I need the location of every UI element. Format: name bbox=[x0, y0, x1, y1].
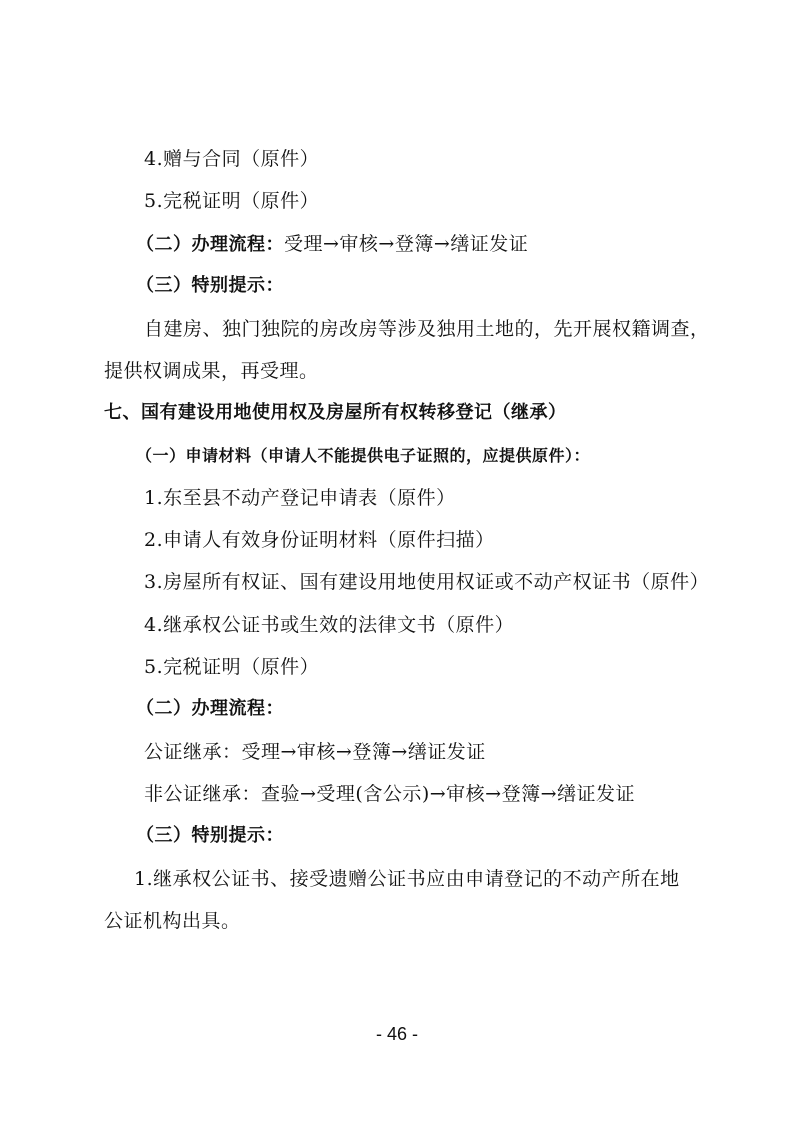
list-item: 4.继承权公证书或生效的法律文书（原件） bbox=[144, 614, 515, 636]
subheading: （三）特别提示： bbox=[136, 275, 284, 296]
list-item: 5.完税证明（原件） bbox=[144, 656, 320, 678]
list-item: 2.申请人有效身份证明材料（原件扫描） bbox=[144, 529, 495, 551]
subheading: （二）办理流程： bbox=[136, 698, 284, 719]
process-line: 公证继承：受理→审核→登簿→缮证发证 bbox=[144, 741, 486, 763]
list-item: 3.房屋所有权证、国有建设用地使用权证或不动产权证书（原件） bbox=[144, 571, 710, 593]
list-item: 1.东至县不动产登记申请表（原件） bbox=[144, 487, 456, 509]
subheading: （三）特别提示： bbox=[136, 825, 284, 846]
process-steps: 受理→审核→登簿→缮证发证 bbox=[284, 233, 529, 255]
process-line bbox=[136, 232, 528, 257]
paragraph-line: 1.继承权公证书、接受遗赠公证书应由申请登记的不动产所在地 bbox=[134, 868, 680, 890]
section-heading: 七、国有建设用地使用权及房屋所有权转移登记（继承） bbox=[104, 402, 567, 423]
paragraph-line: 提供权调成果，再受理。 bbox=[104, 360, 319, 382]
paragraph-line: 公证机构出具。 bbox=[104, 910, 241, 932]
paragraph-line: 自建房、独门独院的房改房等涉及独用土地的，先开展权籍调查， bbox=[144, 318, 710, 340]
list-item: 4.赠与合同（原件） bbox=[144, 148, 320, 170]
list-item: 5.完税证明（原件） bbox=[144, 190, 320, 212]
process-line: 非公证继承：查验→受理(含公示)→审核→登簿→缮证发证 bbox=[144, 783, 636, 805]
subheading: （二）办理流程： bbox=[136, 234, 284, 255]
subheading: （一）申请材料（申请人不能提供电子证照的，应提供原件）： bbox=[136, 446, 591, 465]
page-number: - 46 - bbox=[375, 1024, 418, 1044]
